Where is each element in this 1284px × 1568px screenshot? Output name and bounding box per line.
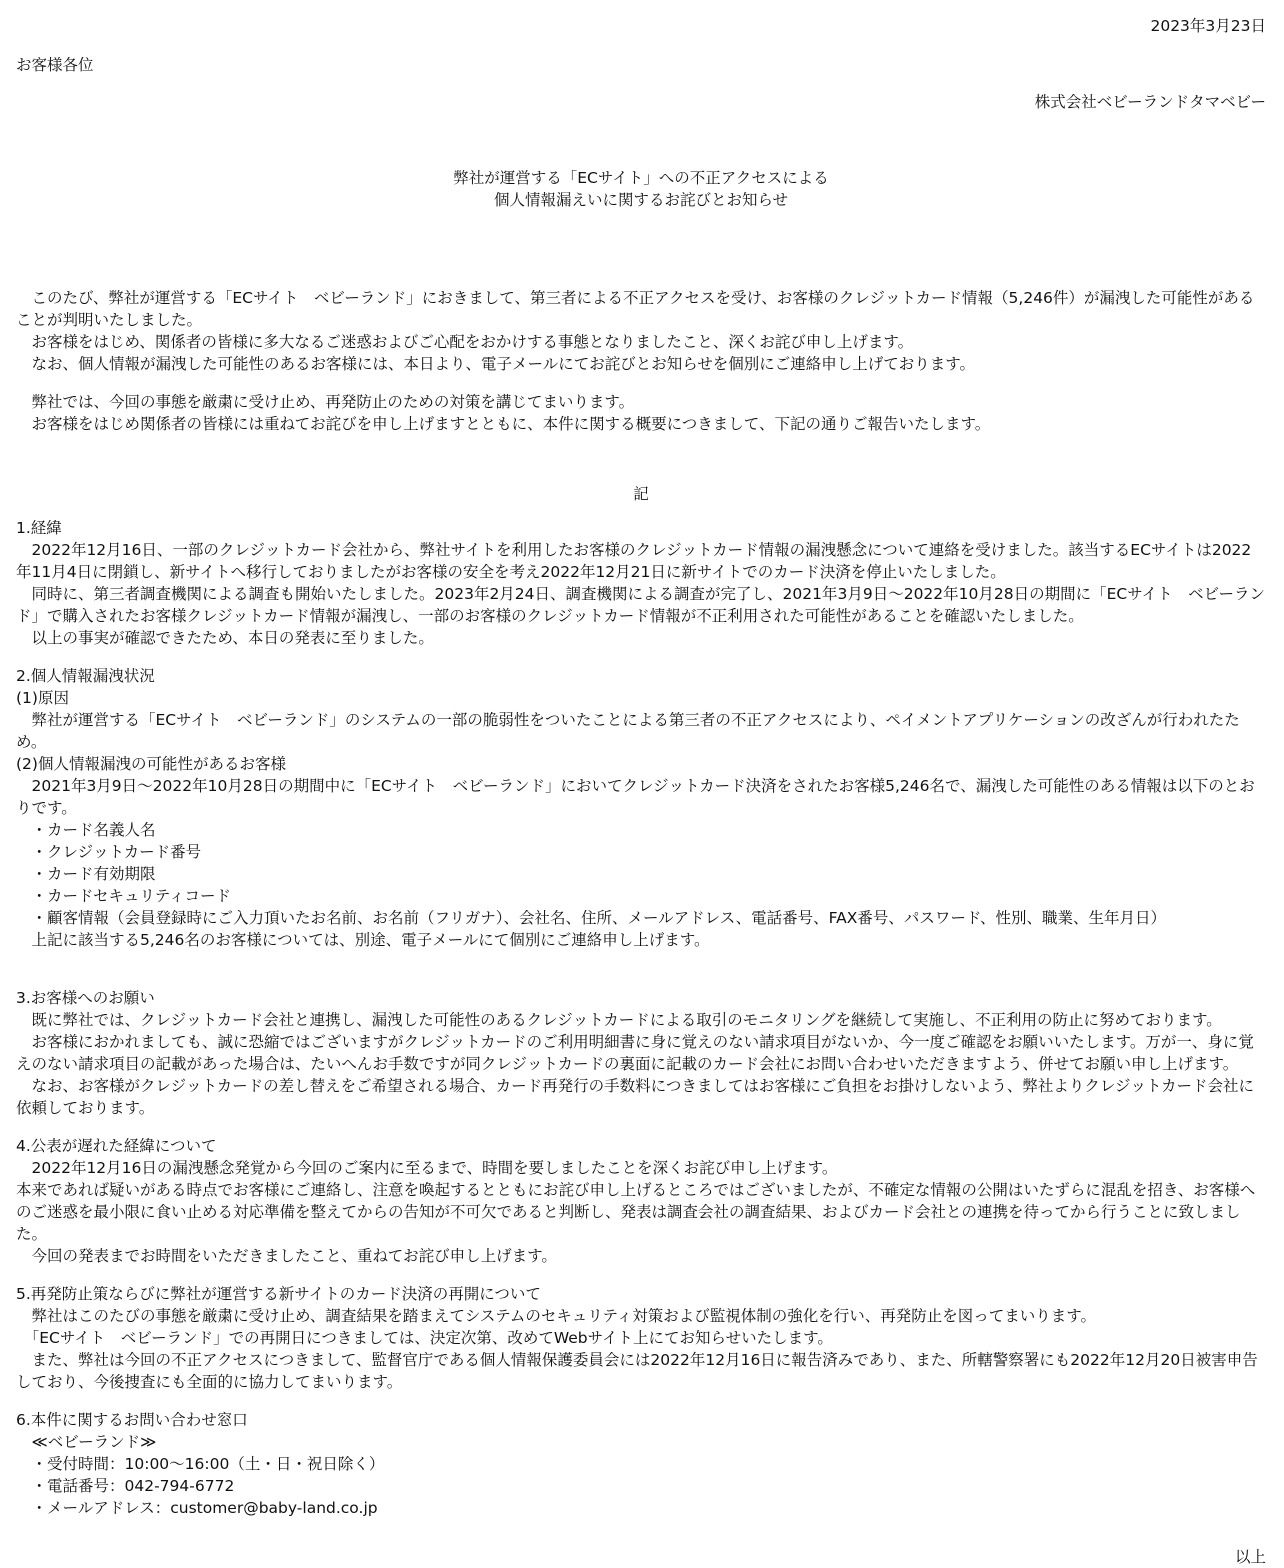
section-paragraph: なお、お客様がクレジットカードの差し替えをご希望される場合、カード再発行の手数料につきましてはお客様にご負担をお掛けしないよう、弊社よりクレジットカード会社に依頼しております。: [16, 1077, 1254, 1117]
section-paragraph: 弊社が運営する「ECサイト ベビーランド」のシステムの一部の脆弱性をついたことによる第三者の不正アクセスにより、ペイメントアプリケーションの改ざんが行われたため。: [16, 711, 1240, 751]
ki-heading: 記: [633, 485, 649, 503]
list-item: ・顧客情報（会員登録時にご入力頂いたお名前、お名前（フリガナ）、会社名、住所、メールアドレス、電話番号、FAX番号、パスワード、性別、職業、生年月日）: [16, 909, 1166, 927]
contact-name: ≪ベビーランド≫: [16, 1433, 157, 1451]
subsection-heading: (2)個人情報漏洩の可能性があるお客様: [16, 755, 286, 773]
intro-paragraph: お客様をはじめ、関係者の皆様に多大なるご迷惑およびご心配をおかけする事態となりましたこと、深くお詫び申し上げます。: [16, 333, 914, 351]
title-line-1: 弊社が運営する「ECサイト」への不正アクセスによる: [453, 169, 829, 187]
section-heading: 1.経緯: [16, 519, 62, 537]
section-paragraph: 既に弊社では、クレジットカード会社と連携し、漏洩した可能性のあるクレジットカードによる取引のモニタリングを継続して実施し、不正利用の防止に努めております。: [16, 1011, 1222, 1029]
section-paragraph: 2022年12月16日、一部のクレジットカード会社から、弊社サイトを利用したお客様のクレジットカード情報の漏洩懸念について連絡を受けました。該当するECサイトは2022年11月4日に閉鎖し、新サイトへ移行しておりましたがお客様の安全を考え2022年12月21日に新サイトでのカード決済を停止いたしました。: [16, 541, 1252, 581]
company-name: 株式会社ベビーランドタマベビー: [1034, 93, 1266, 111]
section-paragraph: 上記に該当する5,246名のお客様については、別途、電子メールにて個別にご連絡申し上げます。: [16, 931, 710, 949]
section-heading: 4.公表が遅れた経緯について: [16, 1137, 217, 1155]
section-heading: 6.本件に関するお問い合わせ窓口: [16, 1411, 248, 1429]
list-item: ・クレジットカード番号: [16, 843, 202, 861]
document-date: 2023年3月23日: [1150, 17, 1266, 35]
intro-paragraph: 弊社では、今回の事態を厳粛に受け止め、再発防止のための対策を講じてまいります。: [16, 393, 635, 411]
intro-paragraph: このたび、弊社が運営する「ECサイト ベビーランド」におきまして、第三者による不正アクセスを受け、お客様のクレジットカード情報（5,246件）が漏洩した可能性があることが判明いたしました。: [16, 289, 1255, 329]
list-item: ・カード名義人名: [16, 821, 156, 839]
document-body: [16, 287, 1266, 1519]
intro-paragraph: お客様をはじめ関係者の皆様には重ねてお詫びを申し上げますとともに、本件に関する概要につきまして、下記の通りご報告いたします。: [16, 415, 991, 433]
addressee: お客様各位: [16, 56, 94, 74]
closing-word: 以上: [1234, 1548, 1266, 1566]
contact-email: ・メールアドレス：customer@baby-land.co.jp: [16, 1499, 378, 1517]
section-paragraph: 2022年12月16日の漏洩懸念発覚から今回のご案内に至るまで、時間を要しましたことを深くお詫び申し上げます。: [16, 1159, 838, 1177]
subsection-heading: (1)原因: [16, 689, 69, 707]
section-heading: 2.個人情報漏洩状況: [16, 667, 155, 685]
document-title: [16, 167, 1266, 211]
intro-paragraph: なお、個人情報が漏洩した可能性のあるお客様には、本日より、電子メールにてお詫びとお知らせを個別にご連絡申し上げております。: [16, 355, 975, 373]
section-heading: 5.再発防止策ならびに弊社が運営する新サイトのカード決済の再開について: [16, 1285, 541, 1303]
section-paragraph: 以上の事実が確認できたため、本日の発表に至りました。: [16, 629, 434, 647]
section-paragraph: 弊社はこのたびの事態を厳粛に受け止め、調査結果を踏まえてシステムのセキュリティ対策および監視体制の強化を行い、再発防止を図ってまいります。: [16, 1307, 1097, 1325]
section-paragraph: また、弊社は今回の不正アクセスにつきまして、監督官庁である個人情報保護委員会には2022年12月16日に報告済みであり、また、所轄警察署にも2022年12月20日被害申告しており、今後捜査にも全面的に協力してまいります。: [16, 1351, 1258, 1391]
section-paragraph: 同時に、第三者調査機関による調査も開始いたしました。2023年2月24日、調査機関による調査が完了し、2021年3月9日～2022年10月28日の期間に「ECサイト ベビーランド」で購入されたお客様クレジットカード情報が漏洩し、一部のお客様のクレジットカード情報が不正利用された可能性があることを確認いたしました。: [16, 585, 1266, 625]
section-paragraph: 本来であれば疑いがある時点でお客様にご連絡し、注意を喚起するとともにお詫び申し上げるところではございましたが、不確定な情報の公開はいたずらに混乱を招き、お客様へのご迷惑を最小限に食い止める対応準備を整えてからの告知が不可欠であると判断し、発表は調査会社の調査結果、およびカード会社との連携を待ってから行うことに致しました。: [16, 1181, 1256, 1243]
contact-phone: ・電話番号：042-794-6772: [16, 1477, 235, 1495]
list-item: ・カード有効期限: [16, 865, 156, 883]
list-item: ・カードセキュリティコード: [16, 887, 231, 905]
section-paragraph: お客様におかれましても、誠に恐縮ではございますがクレジットカードのご利用明細書に身に覚えのない請求項目がないか、今一度ご確認をお願いいたします。万が一、身に覚えのない請求項目の記載があった場合は、たいへんお手数ですが同クレジットカードの裏面に記載のカード会社にお問い合わせいただきますよう、併せてお願い申し上げます。: [16, 1033, 1254, 1073]
title-line-2: 個人情報漏えいに関するお詫びとお知らせ: [493, 191, 789, 209]
section-paragraph: 「ECサイト ベビーランド」での再開日につきましては、決定次第、改めてWebサイト上にてお知らせいたします。: [16, 1329, 833, 1347]
contact-hours: ・受付時間：10:00～16:00（土・日・祝日除く）: [16, 1455, 385, 1473]
section-heading: 3.お客様へのお願い: [16, 989, 155, 1007]
section-paragraph: 今回の発表までお時間をいただきましたこと、重ねてお詫び申し上げます。: [16, 1247, 557, 1265]
section-paragraph: 2021年3月9日～2022年10月28日の期間中に「ECサイト ベビーランド」においてクレジットカード決済をされたお客様5,246名で、漏洩した可能性のある情報は以下のとおりです。: [16, 777, 1255, 817]
